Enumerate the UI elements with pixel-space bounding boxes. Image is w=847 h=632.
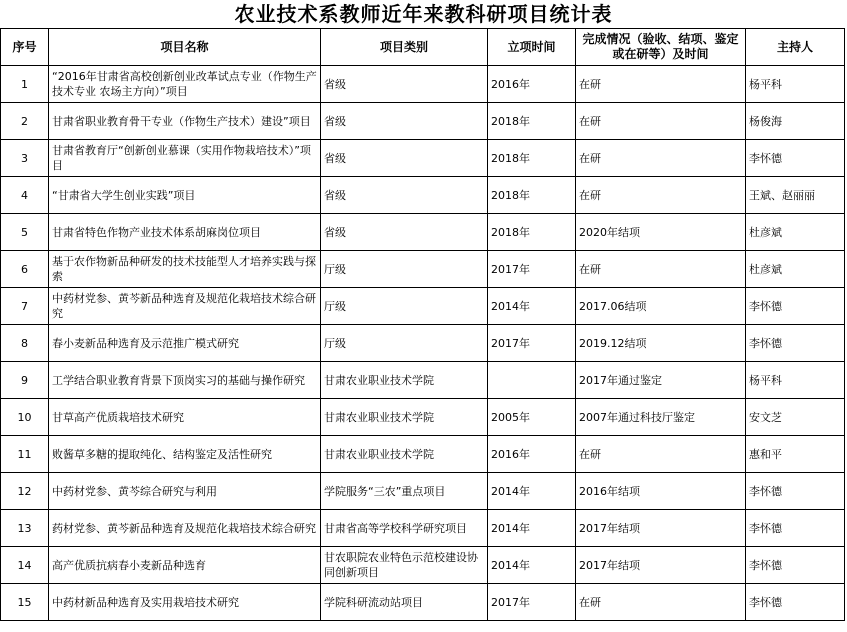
cell-year[interactable]: 2014年 (488, 473, 576, 510)
cell-status[interactable]: 2017年通过鉴定 (576, 362, 746, 399)
cell-host[interactable]: 李怀德 (746, 547, 845, 584)
cell-no[interactable]: 12 (1, 473, 49, 510)
cell-host[interactable]: 李怀德 (746, 473, 845, 510)
header-status[interactable]: 完成情况（验收、结项、鉴定或在研等）及时间 (576, 29, 746, 66)
cell-year[interactable]: 2005年 (488, 399, 576, 436)
cell-status[interactable]: 2017年结项 (576, 547, 746, 584)
cell-status[interactable]: 在研 (576, 66, 746, 103)
cell-host[interactable]: 杨平科 (746, 362, 845, 399)
table-row (1, 584, 845, 621)
cell-status[interactable]: 在研 (576, 584, 746, 621)
cell-status[interactable]: 2007年通过科技厅鉴定 (576, 399, 746, 436)
table-row (1, 325, 845, 362)
cell-no[interactable]: 7 (1, 288, 49, 325)
cell-category[interactable]: 学院科研流动站项目 (321, 584, 488, 621)
cell-host[interactable]: 李怀德 (746, 288, 845, 325)
cell-year[interactable]: 2018年 (488, 214, 576, 251)
cell-category[interactable]: 甘肃农业职业技术学院 (321, 362, 488, 399)
cell-name[interactable]: 基于农作物新品种研发的技术技能型人才培养实践与探索 (49, 251, 321, 288)
cell-year[interactable] (488, 362, 576, 399)
cell-no[interactable]: 8 (1, 325, 49, 362)
cell-no[interactable]: 5 (1, 214, 49, 251)
cell-name[interactable]: 甘肃省职业教育骨干专业（作物生产技术）建设”项目 (49, 103, 321, 140)
cell-name[interactable]: 中药材党参、黄芩综合研究与利用 (49, 473, 321, 510)
cell-category[interactable]: 学院服务“三农”重点项目 (321, 473, 488, 510)
cell-no[interactable]: 1 (1, 66, 49, 103)
cell-category[interactable]: 省级 (321, 214, 488, 251)
table-row (1, 177, 845, 214)
cell-host[interactable]: 惠和平 (746, 436, 845, 473)
cell-no[interactable]: 4 (1, 177, 49, 214)
cell-name[interactable]: 甘草高产优质栽培技术研究 (49, 399, 321, 436)
table-row (1, 288, 845, 325)
header-row (1, 29, 845, 66)
cell-category[interactable]: 甘肃农业职业技术学院 (321, 436, 488, 473)
cell-year[interactable]: 2017年 (488, 251, 576, 288)
cell-status[interactable]: 2019.12结项 (576, 325, 746, 362)
cell-category[interactable]: 厅级 (321, 251, 488, 288)
cell-year[interactable]: 2018年 (488, 103, 576, 140)
cell-year[interactable]: 2017年 (488, 325, 576, 362)
cell-no[interactable]: 2 (1, 103, 49, 140)
cell-host[interactable]: 李怀德 (746, 510, 845, 547)
cell-no[interactable]: 10 (1, 399, 49, 436)
cell-status[interactable]: 在研 (576, 436, 746, 473)
cell-category[interactable]: 厅级 (321, 288, 488, 325)
cell-name[interactable]: 败酱草多糖的提取纯化、结构鉴定及活性研究 (49, 436, 321, 473)
cell-year[interactable]: 2018年 (488, 140, 576, 177)
table-row (1, 140, 845, 177)
table-title: 农业技术系教师近年来教科研项目统计表 (234, 2, 613, 26)
cell-category[interactable]: 省级 (321, 66, 488, 103)
cell-category[interactable]: 甘农职院农业特色示范校建设协同创新项目 (321, 547, 488, 584)
header-no[interactable]: 序号 (1, 29, 49, 66)
cell-status[interactable]: 在研 (576, 177, 746, 214)
cell-status[interactable]: 在研 (576, 103, 746, 140)
cell-host[interactable]: 杜彦斌 (746, 214, 845, 251)
cell-no[interactable]: 11 (1, 436, 49, 473)
cell-year[interactable]: 2016年 (488, 436, 576, 473)
header-name[interactable]: 项目名称 (49, 29, 321, 66)
cell-category[interactable]: 甘肃农业职业技术学院 (321, 399, 488, 436)
cell-name[interactable]: 甘肃省特色作物产业技术体系胡麻岗位项目 (49, 214, 321, 251)
cell-year[interactable]: 2014年 (488, 510, 576, 547)
cell-status[interactable]: 在研 (576, 140, 746, 177)
cell-no[interactable]: 13 (1, 510, 49, 547)
cell-status[interactable]: 2017年结项 (576, 510, 746, 547)
table-row (1, 510, 845, 547)
cell-name[interactable]: “2016年甘肃省高校创新创业改革试点专业（作物生产技术专业 农场主方向）”项目 (49, 66, 321, 103)
cell-category[interactable]: 省级 (321, 103, 488, 140)
table-row (1, 251, 845, 288)
table-row (1, 103, 845, 140)
cell-name[interactable]: 春小麦新品种选育及示范推广模式研究 (49, 325, 321, 362)
cell-year[interactable]: 2018年 (488, 177, 576, 214)
cell-host[interactable]: 李怀德 (746, 140, 845, 177)
table-row (1, 399, 845, 436)
cell-name[interactable]: 甘肃省教育厅“创新创业慕课（实用作物栽培技术）”项目 (49, 140, 321, 177)
cell-status[interactable]: 2017.06结项 (576, 288, 746, 325)
cell-name[interactable]: 中药材新品种选育及实用栽培技术研究 (49, 584, 321, 621)
cell-no[interactable]: 14 (1, 547, 49, 584)
table-row (1, 362, 845, 399)
cell-category[interactable]: 甘肃省高等学校科学研究项目 (321, 510, 488, 547)
table-row (1, 473, 845, 510)
cell-host[interactable]: 杜彦斌 (746, 251, 845, 288)
cell-status[interactable]: 2020年结项 (576, 214, 746, 251)
cell-category[interactable]: 省级 (321, 140, 488, 177)
cell-host[interactable]: 安文芝 (746, 399, 845, 436)
cell-status[interactable]: 在研 (576, 251, 746, 288)
cell-name[interactable]: 中药材党参、黄芩新品种选育及规范化栽培技术综合研究 (49, 288, 321, 325)
cell-host[interactable]: 杨平科 (746, 66, 845, 103)
cell-year[interactable]: 2014年 (488, 547, 576, 584)
cell-category[interactable]: 厅级 (321, 325, 488, 362)
cell-year[interactable]: 2014年 (488, 288, 576, 325)
project-table (0, 28, 845, 621)
header-year[interactable]: 立项时间 (488, 29, 576, 66)
cell-name[interactable]: 药材党参、黄芩新品种选育及规范化栽培技术综合研究 (49, 510, 321, 547)
table-row (1, 214, 845, 251)
cell-host[interactable]: 李怀德 (746, 584, 845, 621)
cell-name[interactable]: 高产优质抗病春小麦新品种选育 (49, 547, 321, 584)
cell-no[interactable]: 15 (1, 584, 49, 621)
cell-host[interactable]: 王斌、赵丽丽 (746, 177, 845, 214)
table-row (1, 547, 845, 584)
cell-no[interactable]: 3 (1, 140, 49, 177)
table-row (1, 436, 845, 473)
cell-year[interactable]: 2017年 (488, 584, 576, 621)
table-row (1, 66, 845, 103)
cell-name[interactable]: “甘肃省大学生创业实践”项目 (49, 177, 321, 214)
cell-host[interactable]: 李怀德 (746, 325, 845, 362)
cell-host[interactable]: 杨俊海 (746, 103, 845, 140)
cell-year[interactable]: 2016年 (488, 66, 576, 103)
header-category[interactable]: 项目类别 (321, 29, 488, 66)
cell-no[interactable]: 6 (1, 251, 49, 288)
cell-no[interactable]: 9 (1, 362, 49, 399)
header-host[interactable]: 主持人 (746, 29, 845, 66)
cell-name[interactable]: 工学结合职业教育背景下顶岗实习的基础与操作研究 (49, 362, 321, 399)
cell-category[interactable]: 省级 (321, 177, 488, 214)
cell-status[interactable]: 2016年结项 (576, 473, 746, 510)
